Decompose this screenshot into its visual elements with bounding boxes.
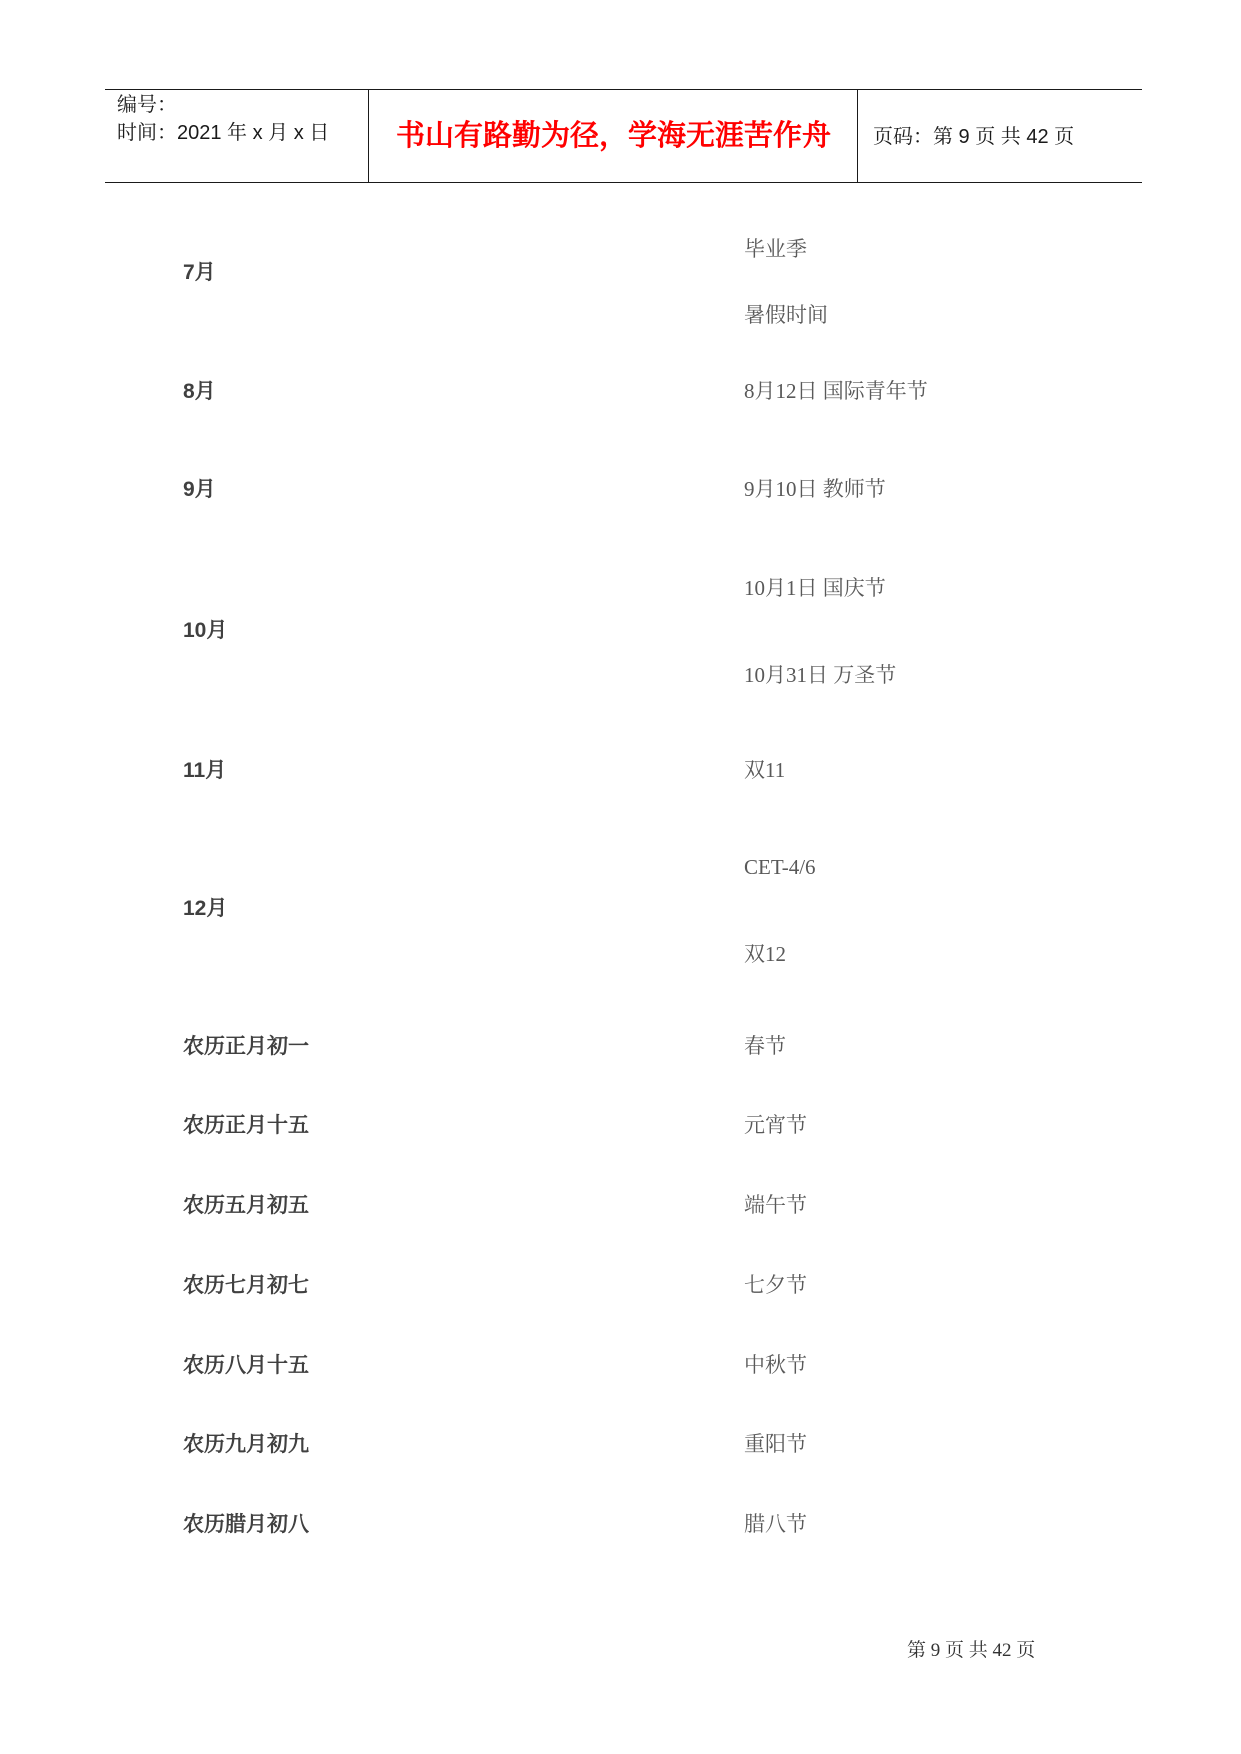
event-label: 双12: [744, 942, 786, 966]
date-label: 9月: [183, 478, 216, 501]
date-label: 10月: [183, 619, 228, 642]
date-label: 农历正月初一: [183, 1035, 309, 1058]
date-label: 12月: [183, 897, 228, 920]
event-label: 9月10日 教师节: [744, 477, 886, 501]
event-label: 腊八节: [744, 1512, 807, 1536]
event-label: 端午节: [744, 1193, 807, 1217]
event-label: 重阳节: [744, 1432, 807, 1456]
event-label: 暑假时间: [744, 303, 828, 327]
time-label: 时间：2021 年 x 月 x 日: [117, 122, 330, 144]
serial-label: 编号：: [117, 94, 177, 116]
date-label: 7月: [183, 261, 216, 284]
header-top-rule: [105, 89, 1142, 90]
date-label: 农历八月十五: [183, 1354, 309, 1377]
event-label: 8月12日 国际青年节: [744, 379, 928, 403]
date-label: 农历七月初七: [183, 1274, 309, 1297]
date-label: 8月: [183, 380, 216, 403]
event-label: 10月31日 万圣节: [744, 663, 897, 687]
date-label: 农历正月十五: [183, 1114, 309, 1137]
header-page-info: 页码：第 9 页 共 42 页: [873, 126, 1075, 148]
header-motto: 书山有路勤为径，学海无涯苦作舟: [395, 120, 831, 152]
footer-page-number: 第 9 页 共 42 页: [907, 1640, 1036, 1661]
event-label: 毕业季: [744, 237, 807, 261]
event-label: 春节: [744, 1034, 786, 1058]
date-label: 农历五月初五: [183, 1194, 309, 1217]
event-label: 元宵节: [744, 1113, 807, 1137]
event-label: 中秋节: [744, 1353, 807, 1377]
event-label: 双11: [744, 758, 786, 782]
date-label: 农历腊月初八: [183, 1513, 309, 1536]
event-label: CET-4/6: [744, 855, 816, 879]
date-label: 11月: [183, 759, 227, 782]
date-label: 农历九月初九: [183, 1433, 309, 1456]
event-label: 七夕节: [744, 1273, 807, 1297]
header-bottom-rule: [105, 182, 1142, 183]
event-label: 10月1日 国庆节: [744, 576, 886, 600]
